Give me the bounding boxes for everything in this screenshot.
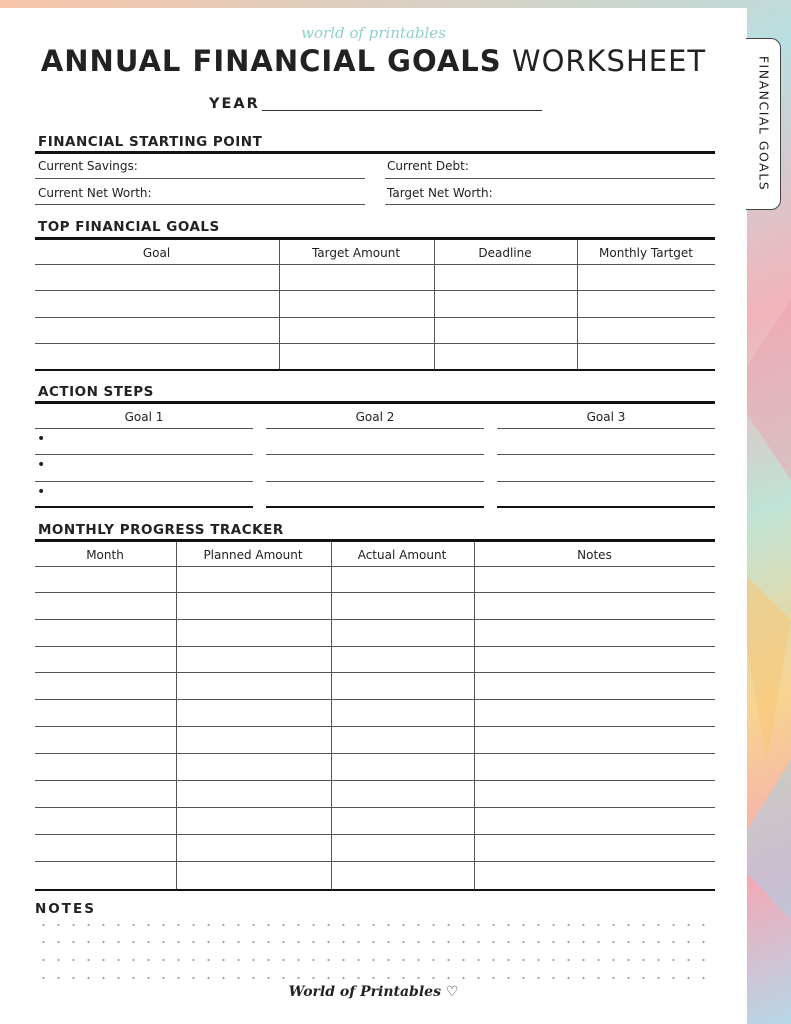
divider <box>35 401 715 404</box>
current-net-worth-field[interactable] <box>35 204 365 205</box>
current-net-worth-label: Current Net Worth: <box>38 186 152 200</box>
column-header: Actual Amount <box>357 548 447 562</box>
current-savings-field[interactable] <box>35 178 365 179</box>
brand-script-logo: world of printables <box>301 24 446 42</box>
column-header: Goal <box>142 246 171 260</box>
row-line <box>35 290 715 291</box>
title-light: WORKSHEET <box>511 44 707 78</box>
section-heading: ACTION STEPS <box>38 384 154 400</box>
footer-logo: World of Printables ♡ <box>288 984 459 1000</box>
title-bold: ANNUAL FINANCIAL GOALS <box>40 44 502 78</box>
column-line <box>474 542 475 889</box>
divider <box>35 889 715 891</box>
row-line <box>497 506 715 508</box>
row-line <box>35 699 715 700</box>
year-field[interactable] <box>262 110 542 111</box>
divider <box>35 539 715 542</box>
column-line <box>434 240 435 369</box>
row-line <box>35 566 715 567</box>
divider <box>35 237 715 240</box>
column-line <box>331 542 332 889</box>
section-heading: MONTHLY PROGRESS TRACKER <box>38 522 284 538</box>
column-header: Planned Amount <box>203 548 303 562</box>
section-heading: FINANCIAL STARTING POINT <box>38 134 263 150</box>
target-net-worth-label: Target Net Worth: <box>387 186 493 200</box>
column-header: Deadline <box>478 246 532 260</box>
year-label: YEAR <box>209 96 260 112</box>
row-line <box>35 481 253 482</box>
row-line <box>266 506 484 508</box>
row-line <box>35 454 253 455</box>
row-line <box>35 780 715 781</box>
row-line <box>35 726 715 727</box>
column-header: Monthly Tartget <box>599 246 693 260</box>
dot-row[interactable] <box>36 977 716 979</box>
column-line <box>279 240 280 369</box>
row-line <box>35 753 715 754</box>
row-line <box>35 646 715 647</box>
row-line <box>35 807 715 808</box>
row-line <box>35 317 715 318</box>
row-line <box>35 834 715 835</box>
row-line <box>497 454 715 455</box>
divider <box>35 369 715 371</box>
column-line <box>176 542 177 889</box>
target-net-worth-field[interactable] <box>385 204 715 205</box>
row-line <box>266 454 484 455</box>
column-header: Goal 2 <box>355 410 395 424</box>
bullet-icon: • <box>37 484 46 500</box>
column-header: Notes <box>577 548 612 562</box>
column-line <box>577 240 578 369</box>
page-title <box>0 44 747 78</box>
current-savings-label: Current Savings: <box>38 159 138 173</box>
current-debt-field[interactable] <box>385 178 715 179</box>
row-line <box>497 428 715 429</box>
row-line <box>35 672 715 673</box>
side-tab[interactable] <box>746 38 781 210</box>
dot-row[interactable] <box>36 924 716 926</box>
row-line <box>35 264 715 265</box>
row-line <box>35 506 253 508</box>
column-header: Month <box>86 548 124 562</box>
row-line <box>266 481 484 482</box>
column-header: Target Amount <box>311 246 401 260</box>
bullet-icon: • <box>37 457 46 473</box>
row-line <box>35 619 715 620</box>
current-debt-label: Current Debt: <box>387 159 469 173</box>
section-heading: TOP FINANCIAL GOALS <box>38 219 220 235</box>
row-line <box>35 861 715 862</box>
row-line <box>266 428 484 429</box>
column-header: Goal 3 <box>586 410 626 424</box>
bullet-icon: • <box>37 431 46 447</box>
row-line <box>497 481 715 482</box>
notes-heading: NOTES <box>35 901 96 917</box>
side-tab-label: FINANCIAL GOALS <box>756 55 772 192</box>
column-header: Goal 1 <box>124 410 164 424</box>
row-line <box>35 343 715 344</box>
divider <box>35 151 715 154</box>
dot-row[interactable] <box>36 941 716 943</box>
row-line <box>35 592 715 593</box>
dot-row[interactable] <box>36 959 716 961</box>
row-line <box>35 428 253 429</box>
